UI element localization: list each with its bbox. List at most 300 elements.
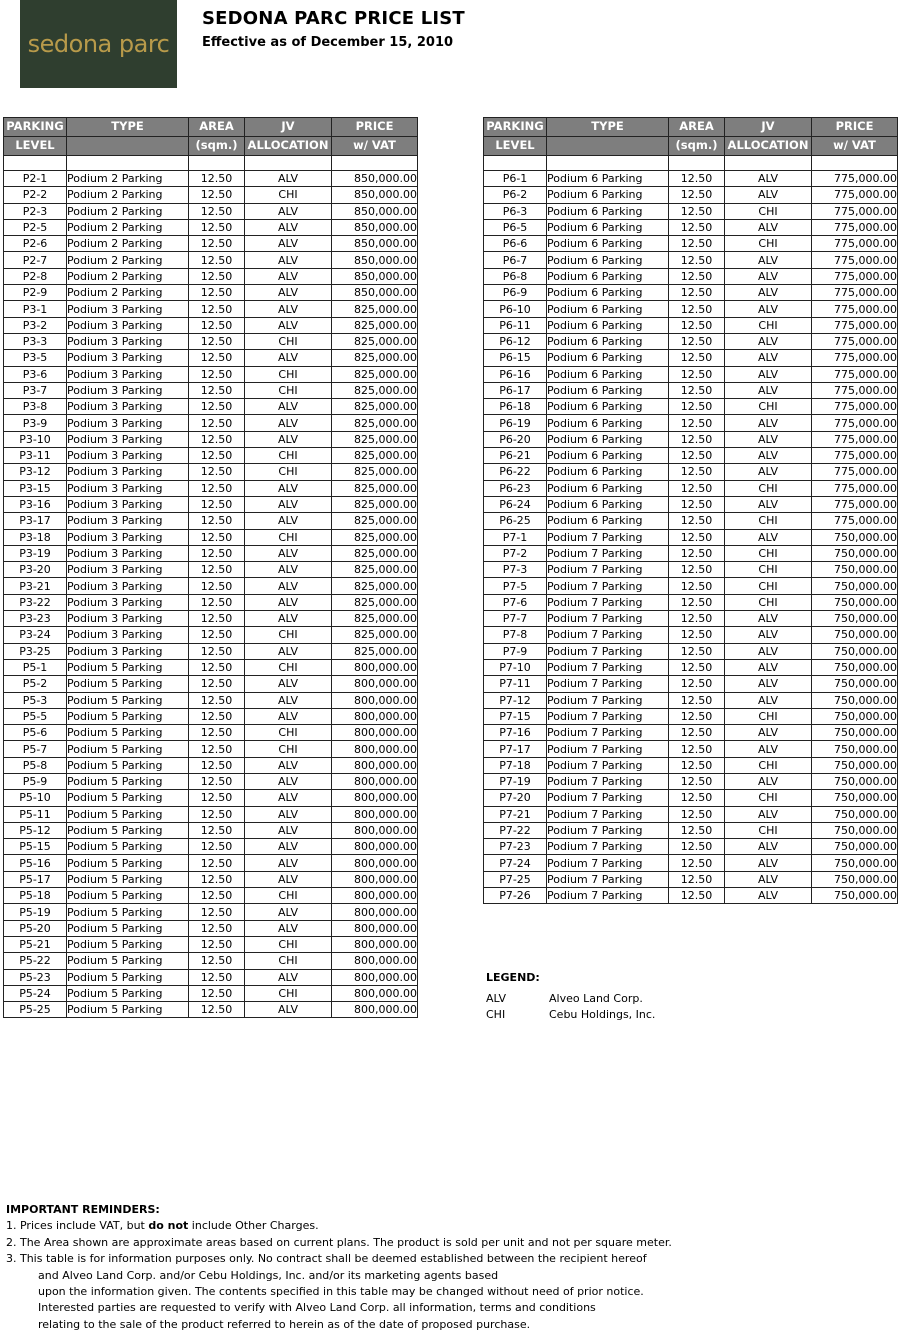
parking-level-cell: P6-3 [484, 203, 547, 219]
parking-level-cell: P5-10 [4, 790, 67, 806]
legend-title: LEGEND: [486, 971, 540, 984]
type-cell: Podium 5 Parking [67, 936, 189, 952]
jv-allocation-cell: CHI [725, 594, 812, 610]
col-subheader-area: (sqm.) [669, 137, 725, 156]
price-cell: 825,000.00 [332, 382, 418, 398]
area-cell: 12.50 [669, 464, 725, 480]
area-cell: 12.50 [189, 219, 245, 235]
spacer-row [484, 156, 898, 171]
legend-item [486, 1008, 655, 1024]
jv-allocation-cell: ALV [725, 431, 812, 447]
parking-level-cell: P5-15 [4, 839, 67, 855]
price-cell: 800,000.00 [332, 985, 418, 1001]
table-row [4, 333, 418, 349]
table-row [484, 448, 898, 464]
col-header-price: PRICE [812, 118, 898, 137]
table-row [4, 252, 418, 268]
price-cell: 825,000.00 [332, 643, 418, 659]
price-cell: 850,000.00 [332, 268, 418, 284]
parking-level-cell: P3-9 [4, 415, 67, 431]
parking-level-cell: P3-17 [4, 513, 67, 529]
type-cell: Podium 2 Parking [67, 171, 189, 187]
type-cell: Podium 3 Parking [67, 301, 189, 317]
area-cell: 12.50 [189, 366, 245, 382]
price-cell: 800,000.00 [332, 1002, 418, 1018]
area-cell: 12.50 [189, 627, 245, 643]
price-cell: 750,000.00 [812, 822, 898, 838]
area-cell: 12.50 [669, 594, 725, 610]
type-cell: Podium 3 Parking [67, 578, 189, 594]
legend-code: CHI [486, 1008, 506, 1021]
table-row [484, 464, 898, 480]
jv-allocation-cell: ALV [725, 415, 812, 431]
area-cell: 12.50 [189, 790, 245, 806]
price-cell: 750,000.00 [812, 659, 898, 675]
table-row [484, 480, 898, 496]
parking-level-cell: P6-6 [484, 236, 547, 252]
type-cell: Podium 5 Parking [67, 855, 189, 871]
jv-allocation-cell: ALV [245, 496, 332, 512]
type-cell: Podium 5 Parking [67, 757, 189, 773]
table-row [4, 790, 418, 806]
area-cell: 12.50 [189, 399, 245, 415]
area-cell: 12.50 [669, 545, 725, 561]
price-cell: 750,000.00 [812, 611, 898, 627]
price-cell: 775,000.00 [812, 268, 898, 284]
parking-level-cell: P5-24 [4, 985, 67, 1001]
table-row [4, 545, 418, 561]
price-cell: 825,000.00 [332, 366, 418, 382]
price-cell: 775,000.00 [812, 399, 898, 415]
table-row [4, 268, 418, 284]
parking-level-cell: P3-1 [4, 301, 67, 317]
jv-allocation-cell: CHI [725, 317, 812, 333]
table-row [4, 529, 418, 545]
type-cell: Podium 3 Parking [67, 366, 189, 382]
price-cell: 800,000.00 [332, 659, 418, 675]
price-cell: 750,000.00 [812, 627, 898, 643]
col-header-jv: JV [725, 118, 812, 137]
type-cell: Podium 6 Parking [547, 382, 669, 398]
jv-allocation-cell: CHI [725, 562, 812, 578]
area-cell: 12.50 [669, 790, 725, 806]
parking-level-cell: P7-23 [484, 839, 547, 855]
parking-level-cell: P6-18 [484, 399, 547, 415]
type-cell: Podium 7 Parking [547, 627, 669, 643]
jv-allocation-cell: ALV [725, 676, 812, 692]
legend-item [486, 992, 655, 1008]
jv-allocation-cell: ALV [245, 301, 332, 317]
parking-level-cell: P5-8 [4, 757, 67, 773]
jv-allocation-cell: CHI [245, 659, 332, 675]
parking-level-cell: P5-17 [4, 871, 67, 887]
area-cell: 12.50 [189, 236, 245, 252]
area-cell: 12.50 [189, 545, 245, 561]
table-row [484, 741, 898, 757]
jv-allocation-cell: ALV [725, 382, 812, 398]
price-cell: 775,000.00 [812, 480, 898, 496]
price-cell: 750,000.00 [812, 545, 898, 561]
table-row [4, 611, 418, 627]
col-subheader-type [67, 137, 189, 156]
reminders-title: IMPORTANT REMINDERS: [6, 1203, 160, 1216]
price-cell: 825,000.00 [332, 333, 418, 349]
area-cell: 12.50 [669, 513, 725, 529]
table-row [4, 285, 418, 301]
price-cell: 750,000.00 [812, 806, 898, 822]
type-cell: Podium 5 Parking [67, 839, 189, 855]
parking-level-cell: P5-1 [4, 659, 67, 675]
jv-allocation-cell: ALV [245, 236, 332, 252]
parking-level-cell: P5-2 [4, 676, 67, 692]
type-cell: Podium 6 Parking [547, 513, 669, 529]
table-row [4, 839, 418, 855]
jv-allocation-cell: ALV [245, 545, 332, 561]
parking-level-cell: P6-5 [484, 219, 547, 235]
table-row [484, 301, 898, 317]
parking-level-cell: P2-6 [4, 236, 67, 252]
price-cell: 775,000.00 [812, 317, 898, 333]
price-cell: 750,000.00 [812, 708, 898, 724]
price-cell: 825,000.00 [332, 301, 418, 317]
table-row [4, 431, 418, 447]
price-cell: 800,000.00 [332, 708, 418, 724]
table-row [4, 985, 418, 1001]
jv-allocation-cell: ALV [245, 676, 332, 692]
area-cell: 12.50 [189, 415, 245, 431]
area-cell: 12.50 [669, 888, 725, 904]
parking-level-cell: P2-7 [4, 252, 67, 268]
area-cell: 12.50 [669, 643, 725, 659]
area-cell: 12.50 [189, 1002, 245, 1018]
price-cell: 750,000.00 [812, 773, 898, 789]
price-cell: 800,000.00 [332, 822, 418, 838]
jv-allocation-cell: ALV [245, 252, 332, 268]
type-cell: Podium 5 Parking [67, 659, 189, 675]
area-cell: 12.50 [189, 301, 245, 317]
table-row [4, 822, 418, 838]
type-cell: Podium 5 Parking [67, 773, 189, 789]
area-cell: 12.50 [189, 643, 245, 659]
parking-level-cell: P3-12 [4, 464, 67, 480]
type-cell: Podium 2 Parking [67, 252, 189, 268]
parking-level-cell: P5-6 [4, 725, 67, 741]
price-cell: 750,000.00 [812, 790, 898, 806]
table-row [484, 333, 898, 349]
table-row [484, 676, 898, 692]
area-cell: 12.50 [669, 871, 725, 887]
parking-level-cell: P7-8 [484, 627, 547, 643]
col-header-type: TYPE [67, 118, 189, 137]
price-cell: 750,000.00 [812, 676, 898, 692]
area-cell: 12.50 [669, 659, 725, 675]
jv-allocation-cell: CHI [245, 366, 332, 382]
col-header-level: PARKING [484, 118, 547, 137]
area-cell: 12.50 [669, 496, 725, 512]
parking-level-cell: P6-12 [484, 333, 547, 349]
area-cell: 12.50 [189, 513, 245, 529]
price-cell: 750,000.00 [812, 757, 898, 773]
parking-level-cell: P6-10 [484, 301, 547, 317]
area-cell: 12.50 [189, 464, 245, 480]
parking-level-cell: P7-17 [484, 741, 547, 757]
area-cell: 12.50 [669, 627, 725, 643]
area-cell: 12.50 [669, 855, 725, 871]
parking-level-cell: P3-10 [4, 431, 67, 447]
table-row [484, 431, 898, 447]
table-row [484, 562, 898, 578]
price-cell: 750,000.00 [812, 741, 898, 757]
area-cell: 12.50 [669, 382, 725, 398]
parking-level-cell: P6-16 [484, 366, 547, 382]
jv-allocation-cell: ALV [245, 285, 332, 301]
type-cell: Podium 6 Parking [547, 268, 669, 284]
table-row [4, 627, 418, 643]
header-row-2 [4, 137, 418, 156]
type-cell: Podium 7 Parking [547, 725, 669, 741]
type-cell: Podium 3 Parking [67, 464, 189, 480]
reminder-item-3-line: Interested parties are requested to verify with Alveo Land Corp. all information, terms and conditions [38, 1301, 596, 1315]
area-cell: 12.50 [669, 301, 725, 317]
parking-level-cell: P6-11 [484, 317, 547, 333]
jv-allocation-cell: ALV [725, 333, 812, 349]
type-cell: Podium 3 Parking [67, 333, 189, 349]
type-cell: Podium 3 Parking [67, 431, 189, 447]
price-cell: 800,000.00 [332, 871, 418, 887]
type-cell: Podium 7 Parking [547, 578, 669, 594]
parking-level-cell: P7-9 [484, 643, 547, 659]
area-cell: 12.50 [189, 382, 245, 398]
jv-allocation-cell: ALV [725, 464, 812, 480]
type-cell: Podium 5 Parking [67, 871, 189, 887]
price-cell: 850,000.00 [332, 203, 418, 219]
table-row [484, 317, 898, 333]
area-cell: 12.50 [669, 611, 725, 627]
parking-level-cell: P2-5 [4, 219, 67, 235]
area-cell: 12.50 [669, 839, 725, 855]
type-cell: Podium 6 Parking [547, 399, 669, 415]
table-row [484, 725, 898, 741]
type-cell: Podium 3 Parking [67, 317, 189, 333]
table-row [484, 350, 898, 366]
table-row [484, 513, 898, 529]
type-cell: Podium 2 Parking [67, 219, 189, 235]
price-cell: 800,000.00 [332, 790, 418, 806]
area-cell: 12.50 [189, 496, 245, 512]
area-cell: 12.50 [189, 171, 245, 187]
table-row [484, 627, 898, 643]
table-row [484, 871, 898, 887]
price-cell: 800,000.00 [332, 692, 418, 708]
area-cell: 12.50 [189, 904, 245, 920]
area-cell: 12.50 [189, 725, 245, 741]
table-row [4, 920, 418, 936]
price-cell: 750,000.00 [812, 871, 898, 887]
jv-allocation-cell: CHI [245, 333, 332, 349]
area-cell: 12.50 [189, 448, 245, 464]
type-cell: Podium 7 Parking [547, 659, 669, 675]
table-row [4, 317, 418, 333]
table-row [484, 757, 898, 773]
area-cell: 12.50 [669, 317, 725, 333]
jv-allocation-cell: CHI [245, 888, 332, 904]
jv-allocation-cell: ALV [725, 529, 812, 545]
area-cell: 12.50 [189, 562, 245, 578]
area-cell: 12.50 [669, 448, 725, 464]
area-cell: 12.50 [189, 285, 245, 301]
table-row [484, 692, 898, 708]
jv-allocation-cell: ALV [245, 513, 332, 529]
price-cell: 825,000.00 [332, 611, 418, 627]
price-cell: 825,000.00 [332, 627, 418, 643]
legend-name: Alveo Land Corp. [549, 992, 643, 1005]
parking-level-cell: P7-15 [484, 708, 547, 724]
price-cell: 775,000.00 [812, 431, 898, 447]
area-cell: 12.50 [189, 187, 245, 203]
jv-allocation-cell: ALV [725, 219, 812, 235]
table-row [484, 773, 898, 789]
area-cell: 12.50 [189, 480, 245, 496]
area-cell: 12.50 [189, 529, 245, 545]
parking-level-cell: P6-7 [484, 252, 547, 268]
parking-level-cell: P7-6 [484, 594, 547, 610]
type-cell: Podium 6 Parking [547, 333, 669, 349]
col-subheader-area: (sqm.) [189, 137, 245, 156]
area-cell: 12.50 [189, 594, 245, 610]
jv-allocation-cell: ALV [245, 773, 332, 789]
area-cell: 12.50 [189, 936, 245, 952]
price-table-right [483, 117, 898, 904]
type-cell: Podium 5 Parking [67, 741, 189, 757]
area-cell: 12.50 [189, 888, 245, 904]
jv-allocation-cell: ALV [725, 741, 812, 757]
jv-allocation-cell: ALV [245, 969, 332, 985]
parking-level-cell: P7-20 [484, 790, 547, 806]
type-cell: Podium 6 Parking [547, 480, 669, 496]
type-cell: Podium 6 Parking [547, 448, 669, 464]
parking-level-cell: P3-20 [4, 562, 67, 578]
parking-level-cell: P3-22 [4, 594, 67, 610]
price-cell: 800,000.00 [332, 741, 418, 757]
table-row [4, 953, 418, 969]
parking-level-cell: P6-22 [484, 464, 547, 480]
jv-allocation-cell: CHI [245, 953, 332, 969]
type-cell: Podium 6 Parking [547, 317, 669, 333]
area-cell: 12.50 [669, 692, 725, 708]
type-cell: Podium 3 Parking [67, 350, 189, 366]
reminder-item-3-line: upon the information given. The contents specified in this table may be changed without need of prior notice. [38, 1285, 644, 1299]
area-cell: 12.50 [189, 659, 245, 675]
price-cell: 750,000.00 [812, 529, 898, 545]
jv-allocation-cell: ALV [725, 611, 812, 627]
parking-level-cell: P3-3 [4, 333, 67, 349]
table-row [4, 480, 418, 496]
parking-level-cell: P5-12 [4, 822, 67, 838]
type-cell: Podium 3 Parking [67, 529, 189, 545]
table-row [4, 399, 418, 415]
jv-allocation-cell: CHI [245, 985, 332, 1001]
reminder-item-3-line: relating to the sale of the product referred to herein as of the date of proposed purchase. [38, 1317, 531, 1331]
price-cell: 825,000.00 [332, 578, 418, 594]
parking-level-cell: P6-21 [484, 448, 547, 464]
table-row [4, 301, 418, 317]
area-cell: 12.50 [669, 822, 725, 838]
jv-allocation-cell: ALV [245, 219, 332, 235]
area-cell: 12.50 [189, 317, 245, 333]
type-cell: Podium 5 Parking [67, 806, 189, 822]
area-cell: 12.50 [189, 839, 245, 855]
logo-text: sedona parc [27, 30, 170, 58]
table-row [484, 708, 898, 724]
table-row [484, 382, 898, 398]
type-cell: Podium 5 Parking [67, 790, 189, 806]
jv-allocation-cell: ALV [245, 562, 332, 578]
price-cell: 775,000.00 [812, 187, 898, 203]
jv-allocation-cell: ALV [725, 855, 812, 871]
type-cell: Podium 6 Parking [547, 415, 669, 431]
jv-allocation-cell: CHI [245, 741, 332, 757]
price-cell: 825,000.00 [332, 464, 418, 480]
price-table-left [3, 117, 418, 1018]
parking-level-cell: P7-2 [484, 545, 547, 561]
area-cell: 12.50 [189, 953, 245, 969]
parking-level-cell: P5-11 [4, 806, 67, 822]
spacer-row [4, 156, 418, 171]
type-cell: Podium 3 Parking [67, 415, 189, 431]
jv-allocation-cell: ALV [725, 366, 812, 382]
table-row [4, 203, 418, 219]
table-row [4, 496, 418, 512]
table-row [4, 855, 418, 871]
header-row-1 [4, 118, 418, 137]
table-row [484, 659, 898, 675]
price-cell: 750,000.00 [812, 692, 898, 708]
type-cell: Podium 6 Parking [547, 496, 669, 512]
jv-allocation-cell: CHI [725, 790, 812, 806]
area-cell: 12.50 [669, 708, 725, 724]
parking-level-cell: P3-21 [4, 578, 67, 594]
parking-level-cell: P7-11 [484, 676, 547, 692]
type-cell: Podium 7 Parking [547, 643, 669, 659]
type-cell: Podium 5 Parking [67, 920, 189, 936]
jv-allocation-cell: CHI [725, 822, 812, 838]
parking-level-cell: P5-25 [4, 1002, 67, 1018]
type-cell: Podium 5 Parking [67, 692, 189, 708]
price-cell: 850,000.00 [332, 187, 418, 203]
price-cell: 800,000.00 [332, 773, 418, 789]
area-cell: 12.50 [189, 708, 245, 724]
type-cell: Podium 6 Parking [547, 252, 669, 268]
parking-level-cell: P6-24 [484, 496, 547, 512]
jv-allocation-cell: ALV [245, 643, 332, 659]
parking-level-cell: P7-26 [484, 888, 547, 904]
page-subtitle: Effective as of December 15, 2010 [202, 35, 454, 50]
table-row [4, 904, 418, 920]
type-cell: Podium 7 Parking [547, 708, 669, 724]
col-header-jv: JV [245, 118, 332, 137]
type-cell: Podium 7 Parking [547, 822, 669, 838]
jv-allocation-cell: ALV [725, 301, 812, 317]
jv-allocation-cell: CHI [725, 757, 812, 773]
jv-allocation-cell: ALV [725, 871, 812, 887]
type-cell: Podium 5 Parking [67, 676, 189, 692]
price-cell: 775,000.00 [812, 513, 898, 529]
area-cell: 12.50 [669, 757, 725, 773]
type-cell: Podium 2 Parking [67, 187, 189, 203]
parking-level-cell: P7-25 [484, 871, 547, 887]
table-row [4, 382, 418, 398]
jv-allocation-cell: CHI [725, 236, 812, 252]
